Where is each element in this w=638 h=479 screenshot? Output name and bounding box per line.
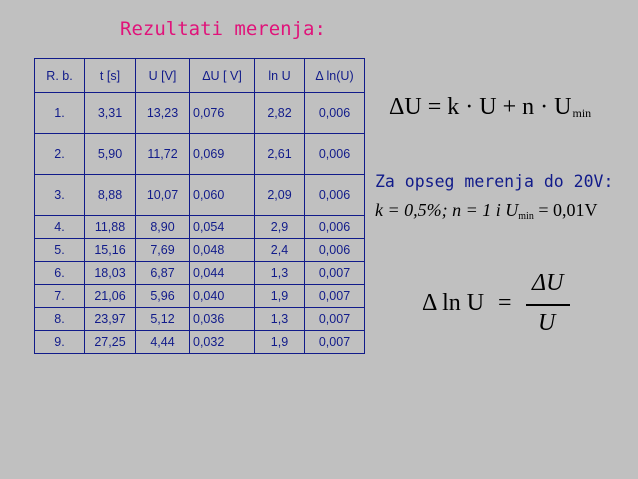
- table-cell: 8,90: [136, 216, 190, 239]
- table-cell: 11,88: [85, 216, 136, 239]
- header-u: U [V]: [136, 59, 190, 93]
- results-table: [34, 58, 365, 354]
- fraction-bar: [526, 304, 570, 306]
- table-cell: 5,90: [85, 134, 136, 175]
- table-cell: 10,07: [136, 175, 190, 216]
- table-cell: 0,007: [305, 262, 365, 285]
- formula-ln-equals: =: [498, 290, 512, 316]
- table-cell: 3,31: [85, 93, 136, 134]
- table-cell: 0,054: [190, 216, 255, 239]
- table-cell: 7.: [35, 285, 85, 308]
- table-row: [35, 175, 365, 216]
- formula-ln-denominator: U: [538, 310, 556, 336]
- table-cell: 23,97: [85, 308, 136, 331]
- table-cell: 0,006: [305, 239, 365, 262]
- header-lnu: ln U: [255, 59, 305, 93]
- table-cell: 4,44: [136, 331, 190, 354]
- formula-ln-numerator: ΔU: [532, 270, 564, 296]
- formula-parameters-sub: min: [518, 211, 534, 222]
- table-cell: 1,9: [255, 331, 305, 354]
- table-cell: 2,4: [255, 239, 305, 262]
- table-cell: 8,88: [85, 175, 136, 216]
- table-row: [35, 308, 365, 331]
- table-row: [35, 216, 365, 239]
- slide-title: Rezultati merenja:: [120, 18, 326, 40]
- formula-delta-u: [389, 94, 591, 121]
- table-cell: 0,048: [190, 239, 255, 262]
- table-cell: 0,007: [305, 308, 365, 331]
- table-cell: 2,82: [255, 93, 305, 134]
- table-cell: 2,9: [255, 216, 305, 239]
- table-cell: 15,16: [85, 239, 136, 262]
- table-cell: 5,12: [136, 308, 190, 331]
- header-rb: R. b.: [35, 59, 85, 93]
- table-cell: 0,040: [190, 285, 255, 308]
- formula-parameters: [375, 200, 598, 221]
- table-cell: 0,007: [305, 331, 365, 354]
- table-cell: 0,032: [190, 331, 255, 354]
- formula-delta-u-sub: min: [572, 106, 592, 120]
- table-cell: 3.: [35, 175, 85, 216]
- table-cell: 0,036: [190, 308, 255, 331]
- table-cell: 9.: [35, 331, 85, 354]
- table-row: [35, 134, 365, 175]
- table-row: [35, 331, 365, 354]
- table-cell: 27,25: [85, 331, 136, 354]
- formula-parameters-part1: k = 0,5%; n = 1 i U: [375, 200, 519, 220]
- formula-delta-ln-u: [422, 270, 602, 340]
- table-cell: 2.: [35, 134, 85, 175]
- table-cell: 4.: [35, 216, 85, 239]
- range-text: Za opseg merenja do 20V:: [375, 172, 614, 191]
- table-cell: 7,69: [136, 239, 190, 262]
- formula-delta-u-main: ΔU = k · U + n · U: [389, 94, 572, 120]
- table-cell: 0,069: [190, 134, 255, 175]
- table-row: [35, 285, 365, 308]
- table-cell: 0,006: [305, 134, 365, 175]
- table-header-row: [35, 59, 365, 93]
- table-cell: 8.: [35, 308, 85, 331]
- table-row: [35, 262, 365, 285]
- table-cell: 6.: [35, 262, 85, 285]
- table-cell: 1,9: [255, 285, 305, 308]
- formula-parameters-part2: = 0,01V: [533, 200, 598, 220]
- table-row: [35, 93, 365, 134]
- table-cell: 5,96: [136, 285, 190, 308]
- table-cell: 1,3: [255, 262, 305, 285]
- table-cell: 0,006: [305, 93, 365, 134]
- header-t: t [s]: [85, 59, 136, 93]
- table-cell: 13,23: [136, 93, 190, 134]
- table-cell: 0,006: [305, 216, 365, 239]
- header-dlnu: Δ ln(U): [305, 59, 365, 93]
- table-cell: 0,006: [305, 175, 365, 216]
- table-cell: 5.: [35, 239, 85, 262]
- table-cell: 1.: [35, 93, 85, 134]
- table-cell: 11,72: [136, 134, 190, 175]
- header-du: ΔU [ V]: [190, 59, 255, 93]
- table-cell: 0,060: [190, 175, 255, 216]
- table-row: [35, 239, 365, 262]
- table-cell: 0,076: [190, 93, 255, 134]
- table-cell: 1,3: [255, 308, 305, 331]
- table-cell: 2,61: [255, 134, 305, 175]
- table-cell: 0,044: [190, 262, 255, 285]
- table-cell: 21,06: [85, 285, 136, 308]
- table-cell: 18,03: [85, 262, 136, 285]
- table-cell: 6,87: [136, 262, 190, 285]
- formula-ln-lhs: Δ ln U: [422, 290, 485, 316]
- table-cell: 2,09: [255, 175, 305, 216]
- table-cell: 0,007: [305, 285, 365, 308]
